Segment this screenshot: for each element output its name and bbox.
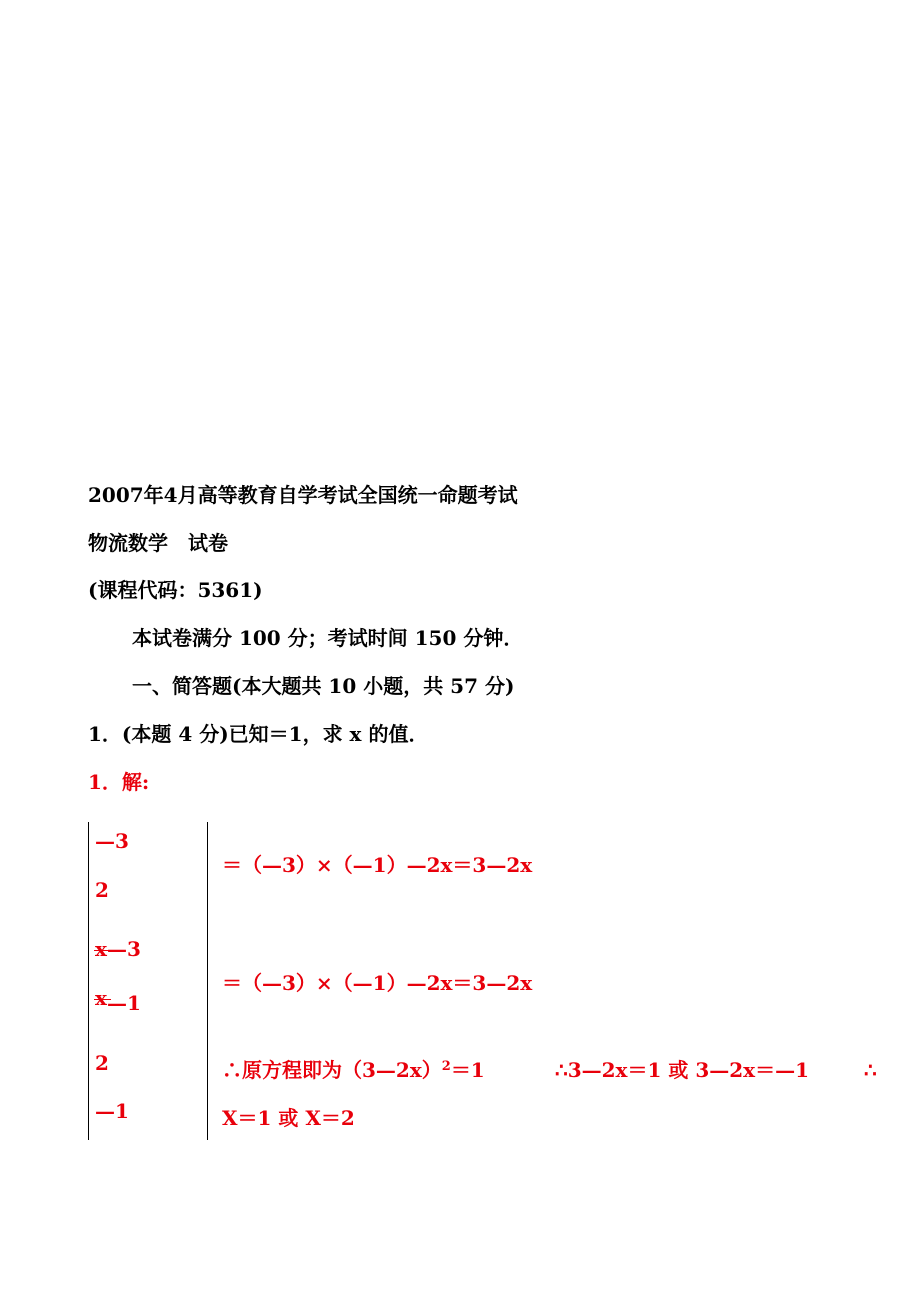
left-border-line: [88, 822, 89, 1140]
equation-row-3a-tail: ＝1: [450, 1058, 485, 1082]
struck-x-bottom: x: [95, 986, 107, 1010]
section-heading: 一、简答题(本大题共 10 小题，共 57 分): [132, 674, 515, 698]
equation-row-1: ＝（—3）×（—1）—2x＝3—2x: [222, 853, 533, 877]
matrix3-top-entry: 2: [95, 1051, 109, 1075]
matrix2-bottom-entry: —1: [106, 991, 141, 1015]
equation-row-3b: ∴3—2x＝1 或 3—2x＝—1: [555, 1058, 809, 1082]
exam-title: 2007年4月高等教育自学考试全国统一命题考试: [88, 483, 518, 507]
matrix1-top-entry: —3: [95, 829, 129, 853]
final-answer: X＝1 或 X＝2: [222, 1106, 355, 1130]
exam-note: 本试卷满分 100 分；考试时间 150 分钟．: [132, 626, 524, 650]
equation-row-3a-main: ∴原方程即为（3—2x）: [222, 1058, 442, 1082]
course-code: (课程代码：5361): [88, 578, 263, 602]
question-1-prompt: 1．(本题 4 分)已知＝1，求 x 的值．: [88, 722, 429, 746]
matrix1-bottom-entry: 2: [95, 878, 109, 902]
exam-subject: 物流数学 试卷: [88, 531, 228, 555]
equation-row-3c: ∴: [864, 1058, 877, 1082]
matrix3-bottom-entry: —1: [95, 1099, 129, 1123]
column-divider-line: [207, 822, 208, 1140]
solution-label: 1．解:: [88, 770, 150, 794]
matrix2-top-entry: —3: [106, 937, 141, 961]
equation-row-3a-exponent: 2: [441, 1059, 451, 1074]
struck-x-top: x: [95, 937, 107, 961]
equation-row-3a: [222, 1060, 485, 1080]
matrix2-bottom-row: [95, 986, 141, 1015]
equation-row-2: ＝（—3）×（—1）—2x＝3—2x: [222, 971, 533, 995]
matrix2-top-row: [95, 939, 141, 959]
